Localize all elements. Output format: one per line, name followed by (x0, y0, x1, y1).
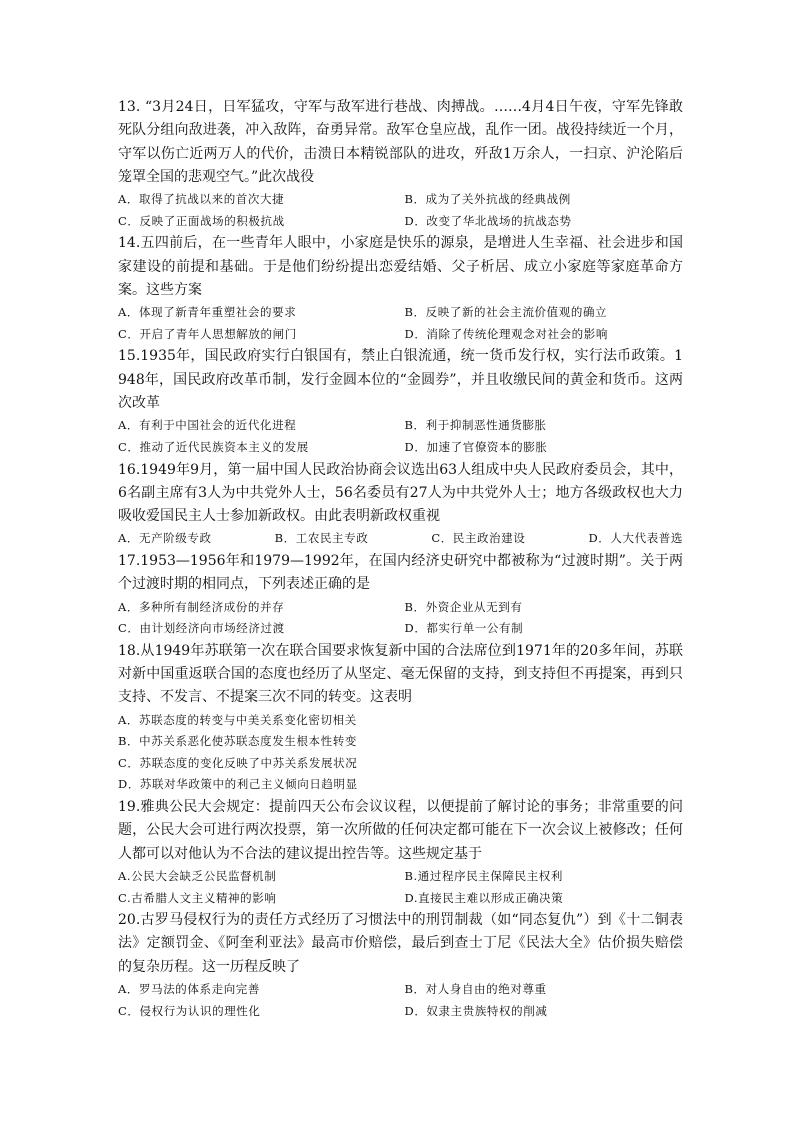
option-c: C．民主政治建设 (431, 531, 526, 546)
question-19 (118, 796, 683, 909)
option-d: D．消除了传统伦理观念对社会的影响 (404, 326, 608, 341)
option-a: A．有利于中国社会的近代化进程 (118, 418, 297, 433)
exam-page (118, 96, 683, 1022)
option-a: A．体现了新青年重塑社会的要求 (118, 305, 297, 320)
option-a: A．罗马法的体系走向完善 (118, 982, 261, 997)
option-list (118, 597, 683, 640)
option-list (118, 528, 683, 550)
question-14 (118, 232, 683, 345)
question-stem: 14.五四前后，在一些青年人眼中，小家庭是快乐的源泉，是增进人生幸福、社会进步和国家建设的前提和基础。于是他们纷纷提出恋爱结婚、父子析居、成立小家庭等家庭革命方案。这些方案 (118, 235, 683, 298)
question-20 (118, 909, 683, 1022)
option-b: B．反映了新的社会主流价值观的确立 (404, 305, 608, 320)
option-d: D．奴隶主贵族特权的削减 (404, 1003, 548, 1018)
option-b: B．利于抑制恶性通货膨胀 (404, 418, 547, 433)
option-b: B.通过程序民主保障民主权利 (404, 868, 564, 883)
question-16 (118, 459, 683, 550)
question-stem: 19.雅典公民大会规定：提前四天公布会议议程，以便提前了解讨论的事务；非常重要的问题，公民大会可进行两次投票，第一次所做的任何决定都可能在下一次会议上被修改；任何人都可以对他认为不合法的建议提出控告等。这些规定基于 (118, 799, 683, 862)
question-stem: 13. “3月24日，日军猛攻，守军与敌军进行巷战、肉搏战。……4月4日午夜，守军先锋敢死队分组向敌进袭，冲入敌阵，奋勇异常。敌军仓皇应战，乱作一团。战役持续近一个月，守军以伤亡近两万人的代价，击溃日本精锐部队的进攻，歼敌1万余人，一扫京、沪沦陷后笼罩全国的悲观空气。”此次战役 (118, 99, 683, 185)
option-d: D.直接民主难以形成正确决策 (404, 890, 564, 905)
question-17 (118, 550, 683, 640)
question-stem: 16.1949年9月，第一届中国人民政治协商会议选出63人组成中央人民政府委员会，其中，6名副主席有3人为中共党外人士，56名委员有27人为中共党外人士；地方各级政权也大力吸收爱国民主人士参加新政权。由此表明新政权重视 (118, 461, 683, 525)
option-d: D．人大代表普选 (588, 531, 683, 546)
option-d: D．加速了官僚资本的膨胀 (404, 439, 548, 454)
option-list (118, 189, 683, 232)
option-d: D．苏联对华政策中的利己主义倾向日趋明显 (118, 777, 358, 792)
question-13 (118, 96, 683, 232)
option-b: B．成为了关外抗战的经典战例 (404, 192, 571, 207)
option-b: B．对人身自由的绝对尊重 (404, 982, 547, 997)
option-list (118, 415, 683, 458)
question-stem: 18.从1949年苏联第一次在联合国要求恢复新中国的合法席位到1971年的20多年间，苏联对新中国重返联合国的态度也经历了从坚定、毫无保留的支持，到支持但不再提案，再到只支持、不发言、不提案三次不同的转变。这表明 (118, 642, 683, 706)
option-d: D．改变了华北战场的抗战态势 (404, 213, 572, 228)
option-b: B．工农民主专政 (274, 531, 369, 546)
option-d: D．都实行单一公有制 (404, 621, 524, 636)
question-stem: 15.1935年，国民政府实行白银国有，禁止白银流通，统一货币发行权，实行法币政策。1948年，国民政府改革币制，发行金圆本位的“金圆券”，并且收缴民间的黄金和货币。这两次改革 (118, 348, 683, 412)
option-a: A．多种所有制经济成份的并存 (118, 599, 285, 614)
option-c: C．推动了近代民族资本主义的发展 (118, 439, 309, 454)
option-b: B．中苏关系恶化使苏联态度发生根本性转变 (118, 734, 357, 749)
option-a: A.公民大会缺乏公民监督机制 (118, 868, 277, 883)
question-18 (118, 640, 683, 796)
option-a: A．取得了抗战以来的首次大捷 (118, 192, 285, 207)
option-b: B．外资企业从无到有 (404, 599, 523, 614)
option-c: C．开启了青年人思想解放的闸门 (118, 326, 297, 341)
question-stem: 20.古罗马侵权行为的责任方式经历了习惯法中的刑罚制裁（如“同态复仇”）到《十二铜表法》定额罚金、《阿奎利亚法》最高市价赔偿，最后到查士丁尼《民法大全》估价损失赔偿的复杂历程。这一历程反映了 (118, 912, 683, 975)
option-c: C．由计划经济向市场经济过渡 (118, 621, 285, 636)
option-list (118, 866, 683, 909)
option-a: A．无产阶级专政 (118, 531, 212, 546)
option-c: C.古希腊人文主义精神的影响 (118, 890, 277, 905)
question-15 (118, 345, 683, 458)
option-c: C．反映了正面战场的积极抗战 (118, 213, 285, 228)
option-list (118, 710, 683, 796)
option-list (118, 302, 683, 345)
option-c: C．苏联态度的变化反映了中苏关系发展状况 (118, 755, 358, 770)
question-stem: 17.1953—1956年和1979—1992年，在国内经济史研究中都被称为“过渡时期”。关于两个过渡时期的相同点，下列表述正确的是 (118, 553, 683, 593)
option-a: A．苏联态度的转变与中美关系变化密切相关 (118, 712, 357, 727)
option-c: C．侵权行为认识的理性化 (118, 1003, 261, 1018)
option-list (118, 979, 683, 1022)
